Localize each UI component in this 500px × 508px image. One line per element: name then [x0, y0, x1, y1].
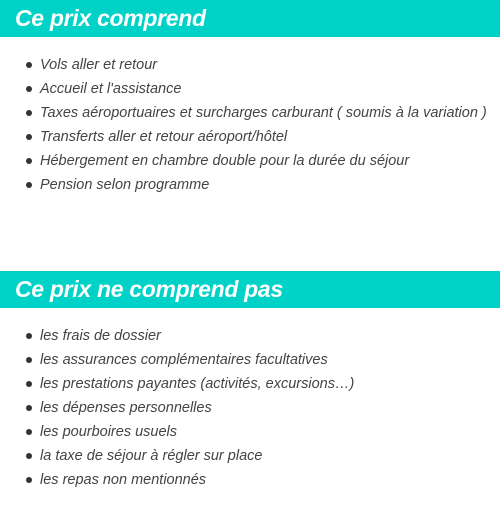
bullet-icon [26, 381, 32, 387]
included-header [0, 0, 500, 37]
list-item-text: les dépenses personnelles [40, 400, 212, 416]
list-item-text: les prestations payantes (activités, excursions…) [40, 376, 355, 392]
bullet-icon [26, 477, 32, 483]
list-item-text: Pension selon programme [40, 177, 210, 193]
list-item [0, 324, 500, 348]
bullet-icon [26, 405, 32, 411]
bullet-icon [26, 429, 32, 435]
list-item-text: les frais de dossier [40, 328, 161, 344]
bullet-icon [26, 158, 32, 164]
list-item [0, 125, 500, 149]
list-item [0, 149, 500, 173]
list-item [0, 396, 500, 420]
bullet-icon [26, 453, 32, 459]
list-item [0, 420, 500, 444]
list-item [0, 77, 500, 101]
list-item [0, 348, 500, 372]
list-item-text: Transferts aller et retour aéroport/hôtel [40, 129, 288, 145]
list-item [0, 444, 500, 468]
excluded-title: Ce prix ne comprend pas [15, 276, 283, 302]
list-item-text: Vols aller et retour [40, 57, 158, 73]
list-item [0, 372, 500, 396]
list-item-text: Taxes aéroportuaires et surcharges carburant ( soumis à la variation ) [40, 105, 487, 121]
bullet-icon [26, 110, 32, 116]
included-title: Ce prix comprend [15, 5, 206, 31]
list-item [0, 468, 500, 492]
list-item-text: les assurances complémentaires facultatives [40, 352, 328, 368]
bullet-icon [26, 62, 32, 68]
bullet-icon [26, 86, 32, 92]
bullet-icon [26, 333, 32, 339]
list-item-text: les repas non mentionnés [40, 472, 207, 488]
excluded-header [0, 271, 500, 308]
list-item-text: Accueil et l'assistance [40, 81, 182, 97]
list-item [0, 53, 500, 77]
included-section [0, 0, 500, 197]
bullet-icon [26, 357, 32, 363]
included-list [0, 53, 500, 197]
bullet-icon [26, 134, 32, 140]
list-item [0, 101, 500, 125]
list-item-text: les pourboires usuels [40, 424, 178, 440]
bullet-icon [26, 182, 32, 188]
excluded-section [0, 271, 500, 492]
list-item-text: la taxe de séjour à régler sur place [40, 448, 263, 464]
excluded-list [0, 324, 500, 492]
list-item [0, 173, 500, 197]
list-item-text: Hébergement en chambre double pour la durée du séjour [40, 153, 410, 169]
